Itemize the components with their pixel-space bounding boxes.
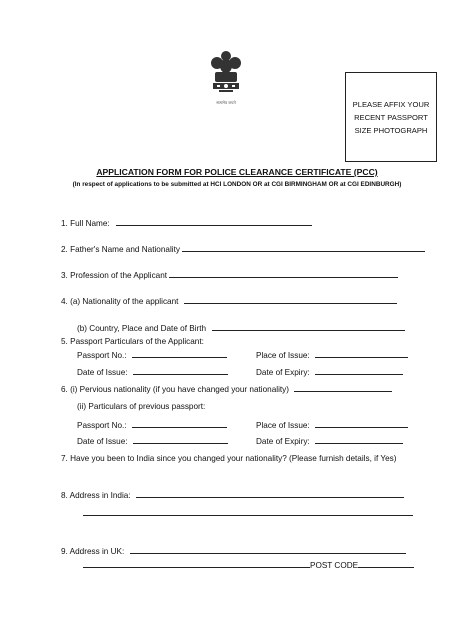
prev-date-of-expiry-field[interactable] bbox=[315, 435, 403, 444]
place-of-issue-field[interactable] bbox=[315, 349, 408, 358]
passport-no-field[interactable] bbox=[132, 349, 227, 358]
full-name-row bbox=[61, 217, 312, 230]
birth-label: (b) Country, Place and Date of Birth bbox=[77, 324, 207, 333]
prev-passport-no-label: Passport No.: bbox=[77, 421, 127, 430]
full-name-label: 1. Full Name: bbox=[61, 219, 110, 228]
address-uk-row bbox=[61, 545, 406, 558]
date-of-expiry-row bbox=[256, 366, 403, 379]
address-india-row bbox=[61, 489, 404, 502]
form-subtitle: (In respect of applications to be submitted at HCI LONDON OR at CGI BIRMINGHAM OR at CGI EDINBURGH) bbox=[72, 181, 402, 188]
national-emblem bbox=[206, 48, 246, 108]
photo-box-line-1: PLEASE AFFIX YOUR bbox=[352, 99, 430, 109]
post-code-field[interactable] bbox=[358, 559, 414, 568]
address-uk-line-2[interactable] bbox=[83, 559, 310, 568]
prev-date-of-issue-field[interactable] bbox=[133, 435, 228, 444]
prev-date-of-expiry-label: Date of Expiry: bbox=[256, 437, 310, 446]
form-title: APPLICATION FORM FOR POLICE CLEARANCE CERTIFICATE (PCC) bbox=[96, 167, 378, 177]
father-field[interactable] bbox=[182, 243, 425, 252]
nationality-row bbox=[61, 295, 397, 308]
passport-no-label: Passport No.: bbox=[77, 351, 127, 360]
prev-date-of-expiry-row bbox=[256, 435, 403, 448]
address-uk-field[interactable] bbox=[130, 545, 406, 554]
address-india-line-2[interactable] bbox=[83, 515, 413, 516]
nationality-field[interactable] bbox=[184, 295, 397, 304]
birth-row bbox=[77, 322, 405, 335]
emblem-caption: सत्यमेव जयते bbox=[216, 100, 236, 105]
prev-passport-no-field[interactable] bbox=[132, 419, 227, 428]
post-code-row bbox=[83, 559, 414, 572]
place-of-issue-label: Place of Issue: bbox=[256, 351, 310, 360]
date-of-issue-label: Date of Issue: bbox=[77, 368, 128, 377]
prev-place-of-issue-field[interactable] bbox=[315, 419, 408, 428]
previous-passport-heading: (ii) Particulars of previous passport: bbox=[77, 402, 206, 411]
profession-field[interactable] bbox=[169, 269, 398, 278]
profession-row bbox=[61, 269, 398, 282]
father-label: 2. Father's Name and Nationality bbox=[61, 245, 180, 254]
india-visit-question: 7. Have you been to India since you changed your nationality? (Please furnish details, if Yes) bbox=[61, 454, 397, 463]
profession-label: 3. Profession of the Applicant bbox=[61, 271, 168, 280]
previous-nationality-label: 6. (i) Pervious nationality (if you have changed your nationality) bbox=[61, 385, 290, 394]
photo-box-line-3: SIZE PHOTOGRAPH bbox=[354, 125, 428, 135]
prev-date-of-issue-row bbox=[77, 435, 228, 448]
nationality-label: 4. (a) Nationality of the applicant bbox=[61, 297, 179, 306]
passport-no-row bbox=[77, 349, 227, 362]
date-of-issue-row bbox=[77, 366, 228, 379]
date-of-expiry-field[interactable] bbox=[315, 366, 403, 375]
full-name-field[interactable] bbox=[116, 217, 312, 226]
photo-box-line-2: RECENT PASSPORT bbox=[354, 112, 428, 122]
prev-place-of-issue-row bbox=[256, 419, 408, 432]
passport-heading: 5. Passport Particulars of the Applicant: bbox=[61, 337, 204, 346]
photo-placeholder-box[interactable] bbox=[345, 72, 437, 162]
post-code-label: POST CODE bbox=[310, 561, 359, 570]
date-of-issue-field[interactable] bbox=[133, 366, 228, 375]
prev-place-of-issue-label: Place of Issue: bbox=[256, 421, 310, 430]
father-row bbox=[61, 243, 425, 256]
address-india-label: 8. Address in India: bbox=[61, 491, 131, 500]
place-of-issue-row bbox=[256, 349, 408, 362]
prev-passport-no-row bbox=[77, 419, 227, 432]
previous-nationality-row bbox=[61, 383, 392, 396]
birth-field[interactable] bbox=[212, 322, 405, 331]
prev-date-of-issue-label: Date of Issue: bbox=[77, 437, 128, 446]
address-india-field[interactable] bbox=[136, 489, 404, 498]
address-uk-label: 9. Address in UK: bbox=[61, 547, 125, 556]
previous-nationality-field[interactable] bbox=[294, 383, 392, 392]
date-of-expiry-label: Date of Expiry: bbox=[256, 368, 310, 377]
